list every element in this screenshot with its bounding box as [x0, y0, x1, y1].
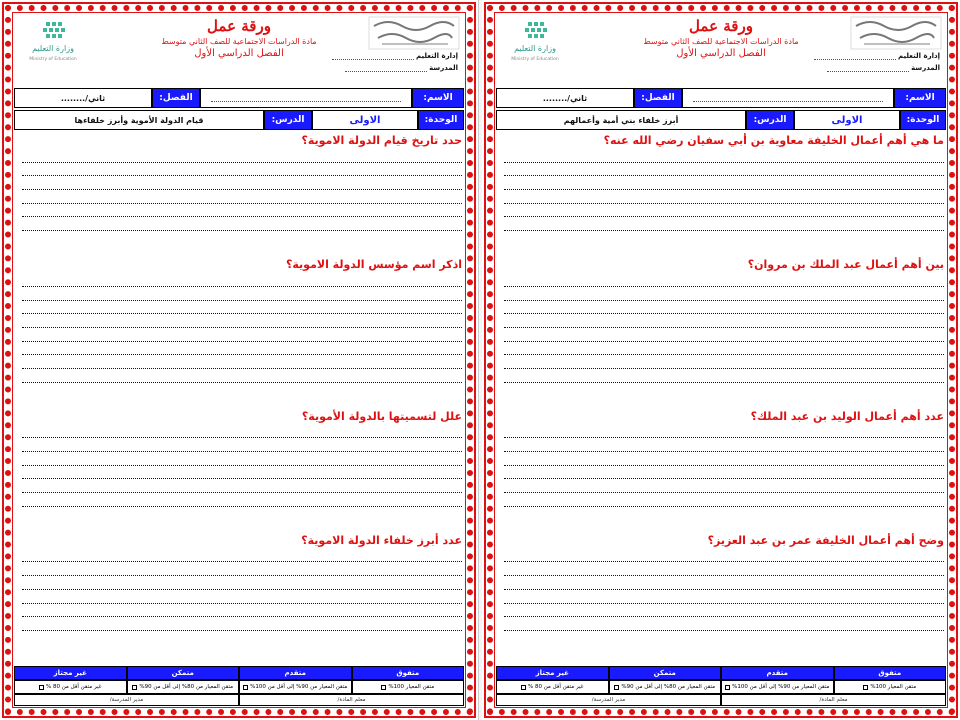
grade-header: متفوق [834, 666, 947, 680]
ministry-of-education-logo [500, 18, 570, 66]
criterion-text: متقن المعيار 100% [388, 684, 435, 690]
answer-line[interactable] [22, 438, 462, 452]
worksheet-header [14, 14, 464, 86]
lesson-info-row [14, 110, 464, 130]
questions-area [496, 133, 946, 631]
semester-line: الفصل الدراسي الأول [194, 48, 284, 59]
grade-header: غير مجتاز [496, 666, 609, 680]
question-block [496, 409, 946, 533]
answer-line[interactable] [22, 576, 462, 590]
class-field[interactable]: ثاني/........ [14, 88, 152, 108]
grade-criteria [496, 680, 946, 694]
principal-signature[interactable]: مدير المدرسة/ [496, 694, 721, 706]
criterion-text: غير متقن أقل من 80 % [45, 684, 102, 690]
student-info-row [14, 88, 464, 108]
class-label: الفصل: [634, 88, 682, 108]
question-text: علل لتسميتها بالدولة الأموية؟ [301, 409, 462, 423]
answer-lines[interactable] [504, 149, 944, 231]
answer-line[interactable] [22, 314, 462, 328]
answer-line[interactable] [22, 163, 462, 177]
answer-line[interactable] [22, 328, 462, 342]
question-block [14, 409, 464, 533]
grade-header: متمكن [609, 666, 722, 680]
question-block [496, 533, 946, 631]
worksheet-title: ورقة عمل [207, 17, 271, 35]
grade-header: متقدم [721, 666, 834, 680]
worksheet-content [496, 14, 946, 706]
grade-header: متقدم [239, 666, 352, 680]
answer-line[interactable] [22, 549, 462, 563]
lesson-info-row [496, 110, 946, 130]
teacher-signature[interactable]: معلم المادة/ [721, 694, 946, 706]
signature-row [14, 694, 464, 706]
answer-line[interactable] [22, 617, 462, 631]
answer-line[interactable] [504, 425, 944, 439]
name-field[interactable] [682, 88, 894, 108]
question-block [14, 533, 464, 631]
principal-signature[interactable]: مدير المدرسة/ [14, 694, 239, 706]
checkbox-icon[interactable] [725, 685, 730, 690]
ministry-of-education-logo [18, 18, 88, 66]
lesson-value: قيام الدولة الأموية وأبرز خلفاءها [14, 110, 264, 130]
svg-text:Ministry of Education: Ministry of Education [511, 57, 559, 62]
question-block [14, 133, 464, 257]
criterion-text: متقن المعيار من 80% إلى أقل من 90% [139, 684, 234, 690]
worksheet-title: ورقة عمل [689, 17, 753, 35]
question-text: بين أهم أعمال عبد الملك بن مروان؟ [747, 258, 944, 272]
grade-criteria [14, 680, 464, 694]
answer-line[interactable] [504, 493, 944, 507]
edu-admin-label: إدارة التعليم [415, 52, 458, 60]
answer-line[interactable] [22, 301, 462, 315]
answer-line[interactable] [22, 287, 462, 301]
grade-criterion[interactable] [239, 680, 352, 694]
checkbox-icon[interactable] [863, 685, 868, 690]
answer-line[interactable] [504, 369, 944, 383]
answer-line[interactable] [22, 176, 462, 190]
answer-line[interactable] [504, 438, 944, 452]
answer-line[interactable] [22, 217, 462, 231]
answer-line[interactable] [22, 466, 462, 480]
lesson-label: الدرس: [746, 110, 794, 130]
answer-line[interactable] [22, 369, 462, 383]
grading-table [496, 666, 946, 706]
grade-headers [496, 666, 946, 680]
checkbox-icon[interactable] [521, 685, 526, 690]
answer-line[interactable] [22, 452, 462, 466]
question-text: وضح أهم أعمال الخليفة عمر بن عبد العزيز؟ [707, 533, 944, 547]
answer-line[interactable] [504, 562, 944, 576]
answer-lines[interactable] [504, 273, 944, 383]
question-text: ما هي أهم أعمال الخليفة معاوية بن أبي سفيان رضي الله عنه؟ [603, 134, 944, 147]
answer-line[interactable] [504, 149, 944, 163]
question-text: عدد أهم أعمال الوليد بن عبد الملك؟ [750, 409, 944, 423]
criterion-text: متقن المعيار من 90% إلى أقل من 100% [732, 684, 830, 690]
lesson-label: الدرس: [264, 110, 312, 130]
lesson-value: أبرز خلفاء بني أمية وأعمالهم [496, 110, 746, 130]
grade-headers [14, 666, 464, 680]
grade-header: متمكن [127, 666, 240, 680]
criterion-text: غير متقن أقل من 80 % [527, 684, 584, 690]
grade-criterion[interactable] [496, 680, 609, 694]
subject-line: مادة الدراسات الاجتماعية للصف الثاني متوسط [643, 37, 799, 46]
question-block [496, 257, 946, 409]
semester-line: الفصل الدراسي الأول [676, 48, 766, 59]
answer-line[interactable] [504, 342, 944, 356]
school-label: المدرسة [911, 64, 940, 72]
worksheet-header [496, 14, 946, 86]
unit-value: الاولى [794, 110, 900, 130]
answer-line[interactable] [504, 604, 944, 618]
answer-line[interactable] [504, 163, 944, 177]
unit-label: الوحدة: [418, 110, 464, 130]
answer-line[interactable] [22, 604, 462, 618]
answer-line[interactable] [22, 190, 462, 204]
answer-line[interactable] [22, 493, 462, 507]
svg-text:وزارة التعليم: وزارة التعليم [514, 44, 556, 53]
grade-header: متفوق [352, 666, 465, 680]
class-label: الفصل: [152, 88, 200, 108]
answer-line[interactable] [504, 287, 944, 301]
question-text: اذكر اسم مؤسس الدولة الاموية؟ [285, 258, 462, 272]
checkbox-icon[interactable] [39, 685, 44, 690]
question-block [14, 257, 464, 409]
answer-line[interactable] [504, 466, 944, 480]
grade-header: غير مجتاز [14, 666, 127, 680]
criterion-text: متقن المعيار من 80% إلى أقل من 90% [621, 684, 716, 690]
answer-line[interactable] [22, 590, 462, 604]
answer-lines[interactable] [22, 425, 462, 507]
answer-line[interactable] [22, 355, 462, 369]
signature-row [496, 694, 946, 706]
answer-line[interactable] [504, 576, 944, 590]
answer-line[interactable] [504, 590, 944, 604]
answer-lines[interactable] [22, 149, 462, 231]
teacher-signature[interactable]: معلم المادة/ [239, 694, 464, 706]
unit-label: الوحدة: [900, 110, 946, 130]
grade-criterion[interactable] [721, 680, 834, 694]
answer-line[interactable] [22, 273, 462, 287]
grade-criterion[interactable] [14, 680, 127, 694]
answer-line[interactable] [504, 217, 944, 231]
worksheet-content [14, 14, 464, 706]
answer-lines[interactable] [22, 549, 462, 631]
worksheet-right [482, 0, 960, 720]
answer-line[interactable] [22, 562, 462, 576]
checkbox-icon[interactable] [614, 685, 619, 690]
unit-value: الاولى [312, 110, 418, 130]
answer-line[interactable] [504, 273, 944, 287]
answer-line[interactable] [504, 190, 944, 204]
name-label: الاسم: [412, 88, 464, 108]
name-label: الاسم: [894, 88, 946, 108]
answer-line[interactable] [504, 617, 944, 631]
worksheet-left [0, 0, 478, 720]
grade-criterion[interactable] [834, 680, 947, 694]
criterion-text: متقن المعيار من 90% إلى أقل من 100% [250, 684, 348, 690]
checkbox-icon[interactable] [132, 685, 137, 690]
edu-admin-label: إدارة التعليم [897, 52, 940, 60]
answer-line[interactable] [504, 328, 944, 342]
answer-line[interactable] [504, 479, 944, 493]
grade-criterion[interactable] [352, 680, 465, 694]
answer-lines[interactable] [504, 549, 944, 631]
answer-line[interactable] [504, 355, 944, 369]
question-block [496, 133, 946, 257]
question-text: عدد أبرز خلفاء الدولة الاموية؟ [301, 533, 462, 547]
grading-table [14, 666, 464, 706]
answer-line[interactable] [504, 549, 944, 563]
school-label: المدرسة [429, 64, 458, 72]
svg-text:وزارة التعليم: وزارة التعليم [32, 44, 74, 53]
grade-criterion[interactable] [609, 680, 722, 694]
answer-line[interactable] [504, 314, 944, 328]
student-info-row [496, 88, 946, 108]
answer-line[interactable] [504, 176, 944, 190]
answer-line[interactable] [504, 301, 944, 315]
grade-criterion[interactable] [127, 680, 240, 694]
answer-line[interactable] [504, 452, 944, 466]
class-field[interactable]: ثاني/........ [496, 88, 634, 108]
answer-line[interactable] [22, 342, 462, 356]
checkbox-icon[interactable] [381, 685, 386, 690]
answer-line[interactable] [22, 149, 462, 163]
subject-line: مادة الدراسات الاجتماعية للصف الثاني متوسط [161, 37, 317, 46]
name-field[interactable] [200, 88, 412, 108]
answer-lines[interactable] [22, 273, 462, 383]
svg-text:Ministry of Education: Ministry of Education [29, 57, 77, 62]
answer-line[interactable] [22, 204, 462, 218]
answer-line[interactable] [22, 425, 462, 439]
question-text: حدد تاريخ قيام الدولة الاموية؟ [301, 134, 462, 147]
checkbox-icon[interactable] [243, 685, 248, 690]
questions-area [14, 133, 464, 631]
answer-lines[interactable] [504, 425, 944, 507]
answer-line[interactable] [22, 479, 462, 493]
answer-line[interactable] [504, 204, 944, 218]
criterion-text: متقن المعيار 100% [870, 684, 917, 690]
